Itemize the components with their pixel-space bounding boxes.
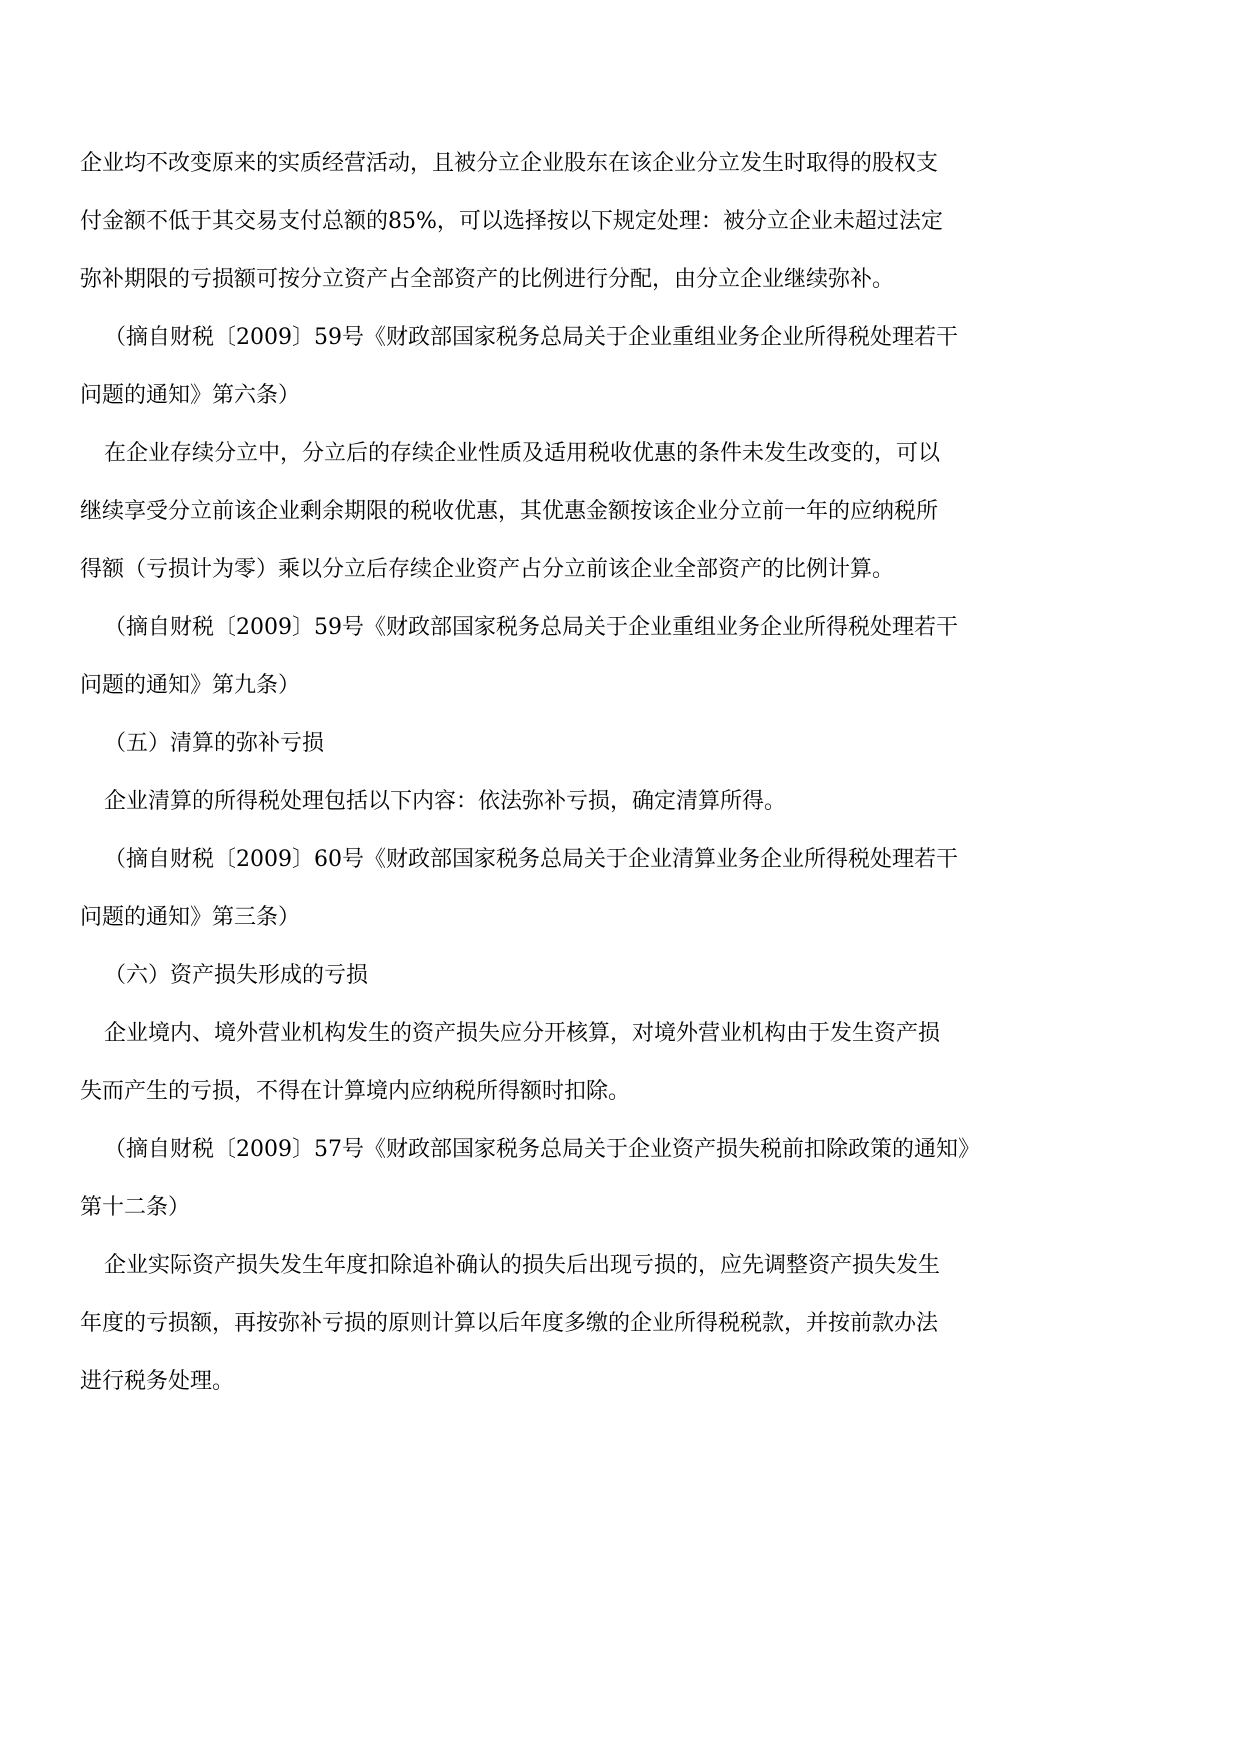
section-heading: （五）清算的弥补亏损 <box>104 731 325 756</box>
paragraph-line: 年度的亏损额，再按弥补亏损的原则计算以后年度多缴的企业所得税税款，并按前款办法 <box>80 1311 939 1336</box>
paragraph-line: 企业境内、境外营业机构发生的资产损失应分开核算，对境外营业机构由于发生资产损 <box>104 1021 941 1046</box>
citation-line: （摘自财税〔2009〕57号《财政部国家税务总局关于企业资产损失税前扣除政策的通知》 <box>104 1137 980 1162</box>
paragraph-line: 继续享受分立前该企业剩余期限的税收优惠，其优惠金额按该企业分立前一年的应纳税所 <box>80 499 939 524</box>
paragraph-line: 付金额不低于其交易支付总额的85%，可以选择按以下规定处理：被分立企业未超过法定 <box>80 209 943 234</box>
paragraph-line: 弥补期限的亏损额可按分立资产占全部资产的比例进行分配，由分立企业继续弥补。 <box>80 267 895 292</box>
citation-line: 问题的通知》第六条） <box>80 383 301 408</box>
citation-line: 问题的通知》第九条） <box>80 673 301 698</box>
section-heading: （六）资产损失形成的亏损 <box>104 963 369 988</box>
paragraph-line: 进行税务处理。 <box>80 1369 235 1394</box>
citation-line: （摘自财税〔2009〕60号《财政部国家税务总局关于企业清算业务企业所得税处理若干 <box>104 847 958 872</box>
citation-line: （摘自财税〔2009〕59号《财政部国家税务总局关于企业重组业务企业所得税处理若干 <box>104 615 958 640</box>
citation-line: 问题的通知》第三条） <box>80 905 301 930</box>
paragraph-line: 企业实际资产损失发生年度扣除追补确认的损失后出现亏损的，应先调整资产损失发生 <box>104 1253 941 1278</box>
paragraph-line: 失而产生的亏损，不得在计算境内应纳税所得额时扣除。 <box>80 1079 631 1104</box>
paragraph-line: 企业清算的所得税处理包括以下内容：依法弥补亏损，确定清算所得。 <box>104 789 787 814</box>
paragraph-line: 在企业存续分立中，分立后的存续企业性质及适用税收优惠的条件未发生改变的，可以 <box>104 441 941 466</box>
citation-line: （摘自财税〔2009〕59号《财政部国家税务总局关于企业重组业务企业所得税处理若干 <box>104 325 958 350</box>
citation-line: 第十二条） <box>80 1195 191 1220</box>
paragraph-line: 得额（亏损计为零）乘以分立后存续企业资产占分立前该企业全部资产的比例计算。 <box>80 557 895 582</box>
paragraph-line: 企业均不改变原来的实质经营活动，且被分立企业股东在该企业分立发生时取得的股权支 <box>80 151 939 176</box>
